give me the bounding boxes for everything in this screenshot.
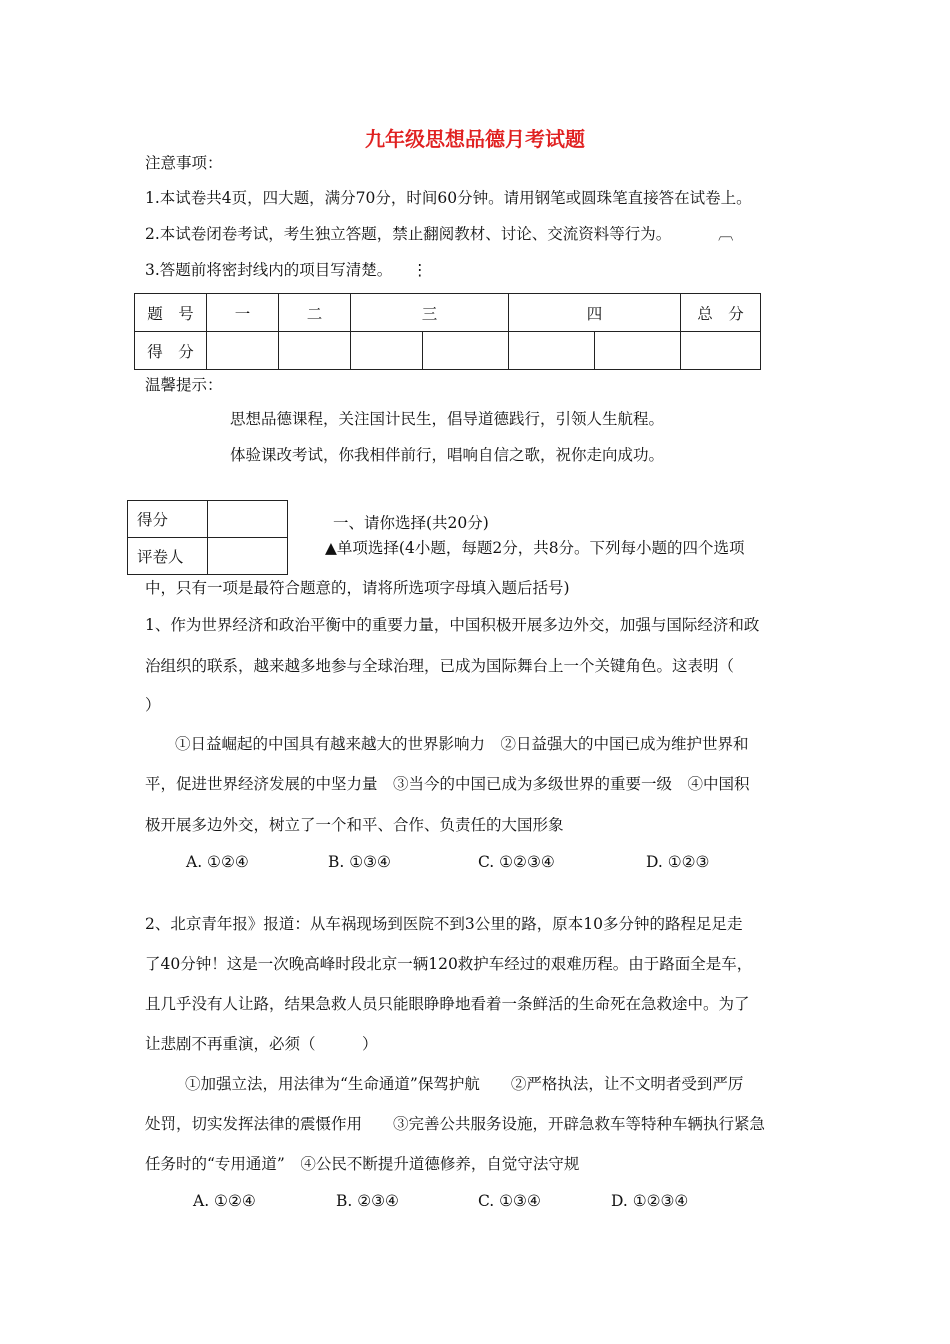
tip-line-2: 体验课改考试，你我相伴前行，唱响自信之歌，祝你走向成功。: [230, 446, 665, 464]
score-table-header-row: [135, 294, 761, 332]
question-2-statement-line-2: 处罚，切实发挥法律的震慑作用 ③完善公共服务设施，开辟急救车等特种车辆执行紧急: [145, 1115, 766, 1133]
question-1-line-3: ）: [145, 696, 161, 714]
section-1-instruction-line-2: 中，只有一项是最符合题意的，请将所选项字母填入题后括号): [145, 579, 570, 597]
notice-item-1: 1.本试卷共4页，四大题，满分70分，时间60分钟。请用钢笔或圆珠笔直接答在试卷上。: [145, 189, 752, 207]
grader-name-cell[interactable]: [208, 538, 288, 575]
header-cell-part-3: 三: [351, 294, 509, 332]
stray-mark-1: ︹: [718, 225, 734, 243]
exam-title: 九年级思想品德月考试题: [365, 127, 585, 151]
notice-heading: 注意事项：: [145, 154, 223, 172]
question-2-option-c: C. ①③④: [478, 1192, 541, 1210]
header-cell-part-4: 四: [509, 294, 681, 332]
header-cell-question-number: 题 号: [135, 294, 207, 332]
question-2-statement-line-1: ①加强立法，用法律为“生命通道”保驾护航 ②严格执法，让不文明者受到严厉: [185, 1075, 744, 1093]
question-1-statement-line-1: ①日益崛起的中国具有越来越大的世界影响力 ②日益强大的中国已成为维护世界和: [175, 735, 749, 753]
score-row-label: 得 分: [135, 332, 207, 370]
header-cell-part-2: 二: [279, 294, 351, 332]
question-1-option-a: A. ①②④: [186, 853, 249, 871]
section-1-instruction-line-1: ▲单项选择(4小题，每题2分，共8分。下列每小题的四个选项: [325, 539, 745, 557]
question-1-line-2: 治组织的联系，越来越多地参与全球治理，已成为国际舞台上一个关键角色。这表明（: [145, 657, 735, 675]
question-2-line-3: 且几乎没有人让路，结果急救人员只能眼睁睁地看着一条鲜活的生命死在急救途中。为了: [145, 995, 750, 1013]
question-2-option-a: A. ①②④: [193, 1192, 256, 1210]
question-2-option-b: B. ②③④: [336, 1192, 399, 1210]
header-cell-total: 总 分: [681, 294, 761, 332]
grader-score-cell[interactable]: [208, 501, 288, 538]
tip-line-1: 思想品德课程，关注国计民生，倡导道德践行，引领人生航程。: [230, 410, 665, 428]
grader-score-label: 得分: [128, 501, 208, 538]
question-1-option-b: B. ①③④: [328, 853, 391, 871]
tip-heading: 温馨提示：: [145, 376, 223, 394]
question-1-option-c: C. ①②③④: [478, 853, 555, 871]
question-2-line-1: 2、北京青年报》报道：从车祸现场到医院不到3公里的路，原本10多分钟的路程足足走: [145, 915, 743, 933]
grader-name-label: 评卷人: [128, 538, 208, 575]
question-2-statement-line-3: 任务时的“专用通道” ④公民不断提升道德修养，自觉守法守规: [145, 1155, 580, 1173]
grader-table: [127, 500, 288, 575]
score-cell-part-3b[interactable]: [423, 332, 509, 370]
question-2-line-4: 让悲剧不再重演，必须（ ）: [145, 1035, 378, 1053]
stray-mark-2: ⋮: [412, 261, 428, 279]
question-1-statement-line-2: 平，促进世界经济发展的中坚力量 ③当今的中国已成为多级世界的重要一级 ④中国积: [145, 775, 750, 793]
header-cell-part-1: 一: [207, 294, 279, 332]
score-cell-part-3a[interactable]: [351, 332, 423, 370]
score-cell-part-4b[interactable]: [595, 332, 681, 370]
question-1-statement-line-3: 极开展多边外交，树立了一个和平、合作、负责任的大国形象: [145, 816, 564, 834]
score-table-score-row: [135, 332, 761, 370]
notice-item-3: 3.答题前将密封线内的项目写清楚。: [145, 261, 393, 279]
question-2-option-d: D. ①②③④: [611, 1192, 689, 1210]
question-1-line-1: 1、作为世界经济和政治平衡中的重要力量，中国积极开展多边外交，加强与国际经济和政: [145, 616, 760, 634]
score-cell-part-1[interactable]: [207, 332, 279, 370]
question-2-line-2: 了40分钟！这是一次晚高峰时段北京一辆120救护车经过的艰难历程。由于路面全是车，: [145, 955, 753, 973]
score-cell-part-4a[interactable]: [509, 332, 595, 370]
question-1-option-d: D. ①②③: [646, 853, 710, 871]
section-1-title: 一、请你选择(共20分): [333, 514, 489, 532]
notice-item-2: 2.本试卷闭卷考试，考生独立答题，禁止翻阅教材、讨论、交流资料等行为。: [145, 225, 672, 243]
score-table: [134, 293, 761, 370]
score-cell-part-2[interactable]: [279, 332, 351, 370]
score-cell-total[interactable]: [681, 332, 761, 370]
